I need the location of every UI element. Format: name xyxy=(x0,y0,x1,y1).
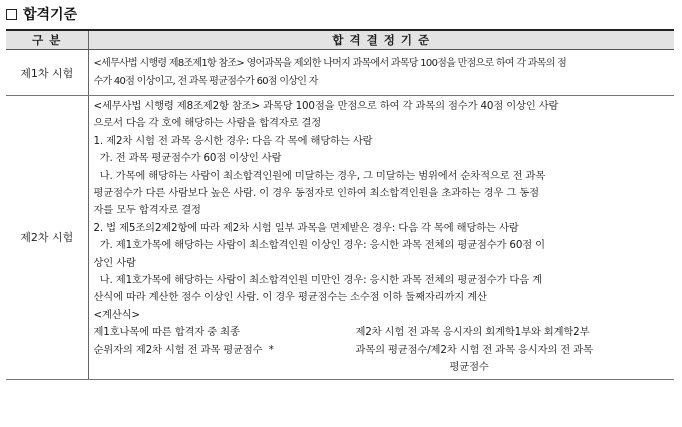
content-line: 자를 모두 합격자로 결정 xyxy=(93,204,201,217)
formula-right: 과목의 평균점수/제2차 시험 전 과목 응시자의 전 과목 xyxy=(355,343,593,356)
content-line: 나. 제1호가목에 해당하는 사람이 최소합격인원 미만인 경우: 응시한 과목 전체의 평균점수가 다음 계 xyxy=(93,274,542,287)
content-line: 상인 사람 xyxy=(93,256,136,269)
content-line: <세무사법 시행령 제8조제2항 참조> 과목당 100점을 만점으로 하여 각 과목의 점수가 40점 이상인 사람 xyxy=(93,100,559,112)
content-line: 2. 법 제5조의2제2항에 따라 제2차 시험 일부 과목을 면제받은 경우: 다음 각 목에 해당하는 사람 xyxy=(93,221,519,234)
section-heading xyxy=(6,4,77,24)
content-line: 으로서 다음 각 호에 해당하는 사람을 합격자로 결정 xyxy=(93,117,322,130)
formula-left: 제1호나목에 따른 합격자 중 최종 xyxy=(93,326,240,339)
table-row-second-exam xyxy=(6,96,674,380)
section-title: 합격기준 xyxy=(23,7,78,23)
formula-left: 순위자의 제2차 시험 전 과목 평균점수 * xyxy=(93,343,274,356)
content-line: 산식에 따라 계산한 점수 이상인 사람. 이 경우 평균점수는 소수점 이하 둘째자리까지 계산 xyxy=(93,291,487,304)
formula-right: 평균점수 xyxy=(449,361,489,374)
formula-row xyxy=(94,342,671,359)
content-line: 평균점수가 다른 사람보다 높은 사람. 이 경우 동점자로 인하여 최소합격인원을 초과하는 경우 그 동점 xyxy=(93,187,539,200)
checkbox-square-icon xyxy=(6,9,17,20)
row-label: 제2차 시험 xyxy=(6,96,88,380)
content-line: <세무사법 시행령 제8조제1항 참조> 영어과목을 제외한 나머지 과목에서 과목당 100점을 만점으로 하여 각 과목의 점 xyxy=(93,58,567,70)
header-criteria: 합 격 결 정 기 준 xyxy=(88,30,674,50)
formula-row xyxy=(94,324,671,341)
formula-right: 제2차 시험 전 과목 응시자의 회계학1부와 회계학2부 xyxy=(355,326,590,339)
content-line: 나. 가목에 해당하는 사람이 최소합격인원에 미달하는 경우, 그 미달하는 범위에서 순차적으로 전 과목 xyxy=(93,169,546,182)
content-line: 1. 제2차 시험 전 과목 응시한 경우: 다음 각 목에 해당하는 사람 xyxy=(93,134,373,147)
pass-criteria-table xyxy=(6,29,674,380)
content-line: 가. 전 과목 평균점수가 60점 이상인 사람 xyxy=(93,152,282,165)
row-content xyxy=(88,50,674,96)
row-label: 제1차 시험 xyxy=(6,50,88,96)
table-header-row xyxy=(6,30,674,50)
content-line: <계산식> xyxy=(93,308,140,321)
content-line: 수가 40점 이상이고, 전 과목 평균점수가 60점 이상인 자 xyxy=(93,75,318,87)
row-content xyxy=(88,96,674,380)
table-row-first-exam xyxy=(6,50,674,96)
header-category: 구 분 xyxy=(6,30,88,50)
content-line: 가. 제1호가목에 해당하는 사람이 최소합격인원 이상인 경우: 응시한 과목 전체의 평균점수가 60점 이 xyxy=(93,239,545,252)
